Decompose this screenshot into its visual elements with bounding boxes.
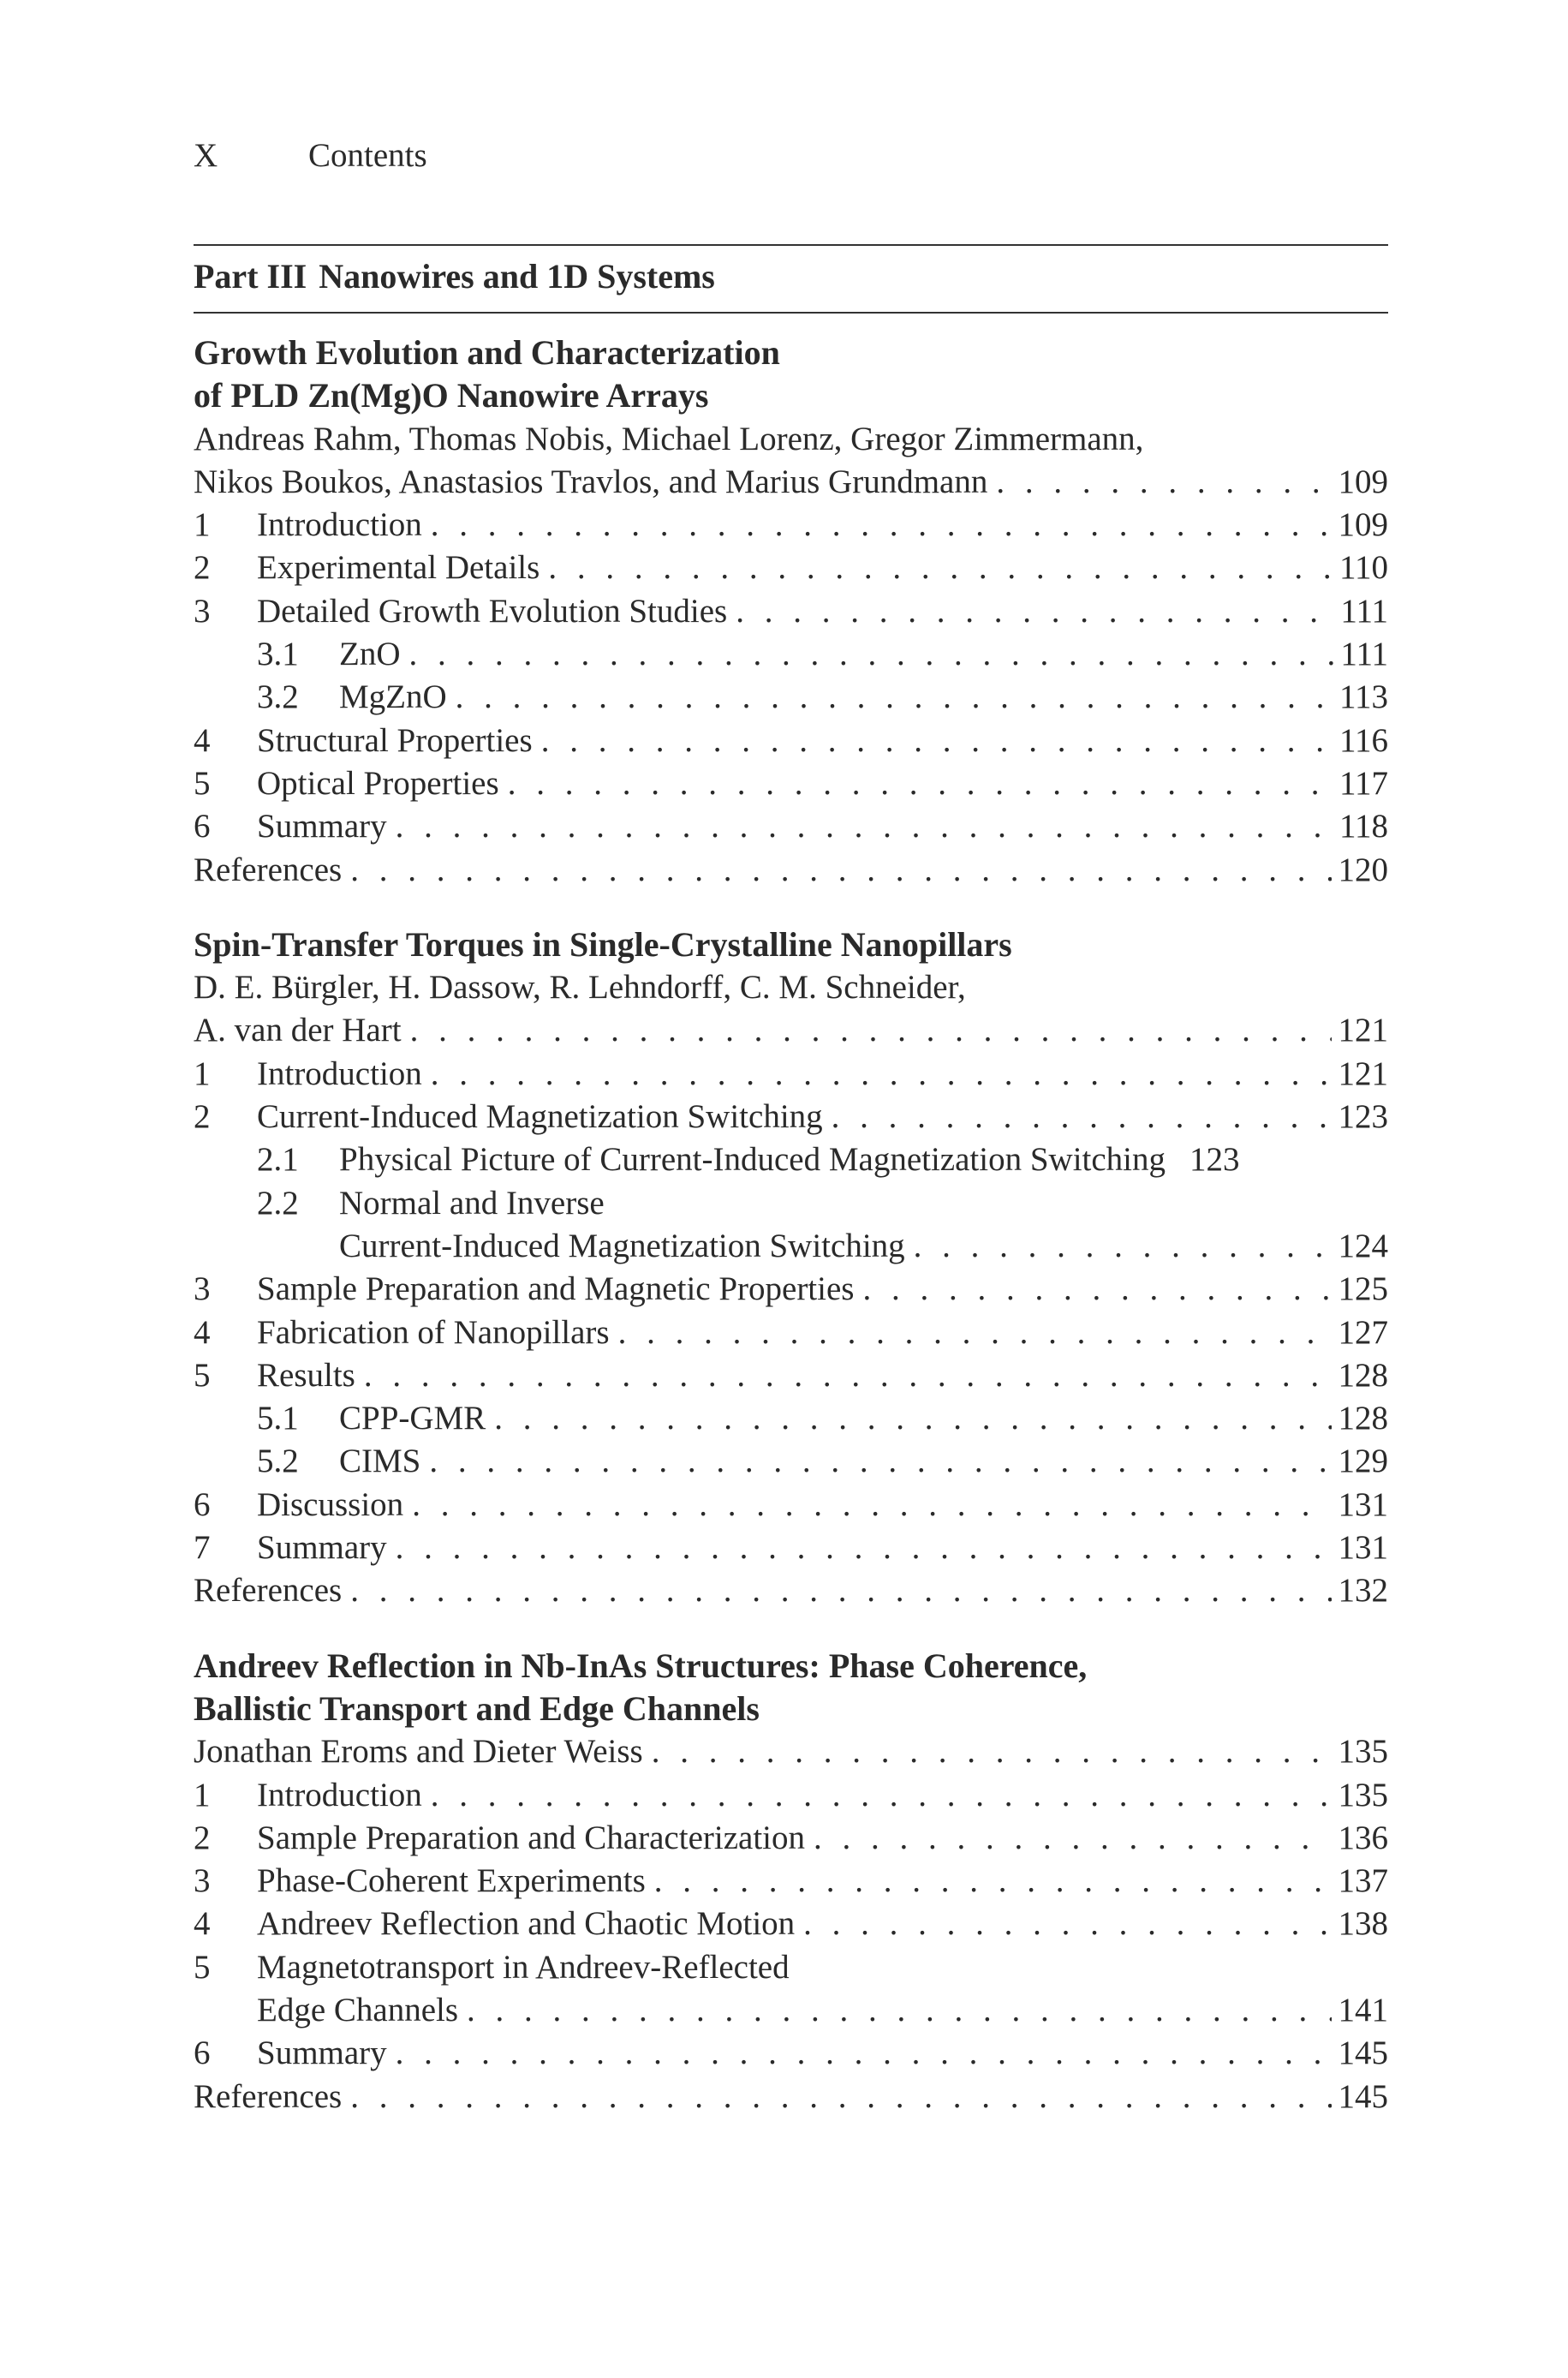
entry-page: 131 [1338, 1485, 1388, 1523]
entry-page: 111 [1340, 636, 1388, 673]
toc-entry[interactable] [194, 1354, 1388, 1397]
entry-title: Summary [257, 808, 387, 845]
toc-entry[interactable] [194, 720, 1388, 762]
entry-number: 3.1 [257, 636, 299, 673]
toc-entry-continued[interactable] [194, 1989, 1388, 2032]
dot-leader [862, 1268, 1331, 1311]
entry-title: Detailed Growth Evolution Studies [257, 592, 728, 630]
dot-leader [429, 1440, 1331, 1483]
entry-title: Summary [257, 1529, 387, 1567]
entry-number: 3 [194, 1862, 211, 1900]
dot-leader [396, 2032, 1332, 2075]
entry-page: 137 [1338, 1862, 1388, 1900]
author-names: D. E. Bürgler, H. Dassow, R. Lehndorff, C. M. Schneider, [194, 969, 966, 1007]
entry-page: 141 [1338, 1991, 1388, 2028]
entry-title: Current-Induced Magnetization Switching [339, 1227, 905, 1264]
toc-subentry[interactable] [194, 1440, 1388, 1483]
part-heading [194, 254, 715, 300]
dot-leader [654, 1860, 1332, 1903]
chapter-authors[interactable] [194, 461, 1388, 504]
entry-page: 138 [1338, 1905, 1388, 1943]
toc-entry[interactable] [194, 805, 1388, 848]
entry-number: 4 [194, 1313, 211, 1351]
dot-leader [350, 2076, 1331, 2118]
chapter-authors[interactable] [194, 1730, 1388, 1773]
entry-number: 1 [194, 1776, 211, 1813]
entry-number: 3.2 [257, 678, 299, 716]
author-names: Jonathan Eroms and Dieter Weiss [194, 1733, 643, 1771]
entry-number: 5 [194, 764, 211, 802]
chapter-title[interactable] [194, 332, 1388, 418]
entry-title: CIMS [339, 1443, 421, 1480]
toc-entry[interactable] [194, 762, 1388, 805]
toc-entry[interactable] [194, 2032, 1388, 2075]
entry-title: References [194, 1572, 343, 1610]
entry-title: Physical Picture of Current-Induced Magnetization Switching [339, 1141, 1166, 1179]
entry-title: Discussion [257, 1485, 404, 1523]
dot-leader [814, 1817, 1332, 1860]
entry-title: Summary [257, 2034, 387, 2072]
toc-entry[interactable] [194, 1774, 1388, 1817]
chapter-title-line: Spin-Transfer Torques in Single-Crystalline Nanopillars [194, 924, 1012, 964]
chapter-title-line: Andreev Reflection in Nb-InAs Structures: Phase Coherence, [194, 1646, 1088, 1685]
toc-subentry[interactable] [194, 1138, 1388, 1181]
chapter-title-line: of PLD Zn(Mg)O Nanowire Arrays [194, 376, 709, 415]
running-head [194, 134, 427, 178]
dot-leader [350, 849, 1331, 892]
toc-entry[interactable] [194, 1268, 1388, 1311]
entry-page: 145 [1338, 2034, 1388, 2072]
entry-page: 131 [1338, 1529, 1388, 1567]
entry-title: Andreev Reflection and Chaotic Motion [257, 1905, 796, 1943]
dot-leader [467, 1989, 1331, 2032]
dot-leader [410, 1009, 1332, 1052]
entry-title: Results [257, 1356, 355, 1394]
entry-number: 2 [194, 1098, 211, 1136]
chapter-title-line: Ballistic Transport and Edge Channels [194, 1688, 760, 1728]
author-names: Andreas Rahm, Thomas Nobis, Michael Lorenz, Gregor Zimmermann, [194, 420, 1144, 457]
entry-title: Experimental Details [257, 549, 540, 587]
toc-entry[interactable] [194, 1484, 1388, 1527]
part-rule-top [194, 244, 1388, 246]
toc-entry[interactable] [194, 1096, 1388, 1138]
toc-entry[interactable] [194, 1311, 1388, 1354]
dot-leader [803, 1903, 1331, 1945]
toc-entry[interactable] [194, 1903, 1388, 1945]
entry-page: 128 [1338, 1400, 1388, 1437]
dot-leader [409, 633, 1334, 676]
dot-leader [548, 547, 1333, 589]
part-title: Nanowires and 1D Systems [319, 257, 715, 296]
entry-number: 7 [194, 1529, 211, 1567]
entry-title: Magnetotransport in Andreev-Reflected [257, 1948, 790, 1986]
entry-number: 3 [194, 592, 211, 630]
entry-title: Fabrication of Nanopillars [257, 1313, 610, 1351]
entry-page: 121 [1338, 1055, 1388, 1092]
dot-leader [494, 1397, 1331, 1440]
references-entry[interactable] [194, 849, 1388, 892]
dot-leader [431, 504, 1332, 547]
chapter-title[interactable] [194, 923, 1388, 966]
toc-entry[interactable] [194, 590, 1388, 633]
entry-title: References [194, 2077, 343, 2115]
entry-page: 127 [1338, 1313, 1388, 1351]
entry-number: 4 [194, 1905, 211, 1943]
entry-number: 6 [194, 2034, 211, 2072]
entry-page: 124 [1338, 1227, 1388, 1264]
toc-subentry[interactable] [194, 633, 1388, 676]
dot-leader [996, 461, 1331, 504]
entry-title: ZnO [339, 636, 401, 673]
entry-page: 113 [1338, 678, 1388, 716]
dot-leader [364, 1354, 1332, 1397]
chapter-authors [194, 418, 1388, 461]
chapter-title[interactable] [194, 1645, 1388, 1731]
dot-leader [541, 720, 1333, 762]
toc-subentry[interactable] [194, 1397, 1388, 1440]
entry-title: Introduction [257, 506, 422, 544]
toc-entry[interactable] [194, 1053, 1388, 1096]
entry-number: 6 [194, 808, 211, 845]
toc-entry[interactable] [194, 504, 1388, 547]
entry-page: 117 [1338, 764, 1388, 802]
toc-entry[interactable] [194, 1817, 1388, 1860]
toc-entry[interactable] [194, 1946, 1388, 1989]
entry-page: 116 [1338, 721, 1388, 759]
toc-entry[interactable] [194, 1182, 1388, 1225]
toc-entry[interactable] [194, 1527, 1388, 1569]
dot-leader [431, 1053, 1332, 1096]
entry-number: 5 [194, 1948, 211, 1986]
entry-number: 5.2 [257, 1443, 299, 1480]
entry-page: 136 [1338, 1819, 1388, 1856]
entry-page: 128 [1338, 1356, 1388, 1394]
entry-title: Phase-Coherent Experiments [257, 1862, 646, 1900]
entry-number: 2 [194, 1819, 211, 1856]
entry-page: 111 [1340, 592, 1388, 630]
page-number: X [194, 137, 218, 174]
entry-page: 135 [1338, 1776, 1388, 1813]
chapter-entry [194, 332, 1388, 892]
toc-entry[interactable] [194, 1860, 1388, 1903]
entry-number: 2.1 [257, 1141, 299, 1179]
entry-title: Edge Channels [257, 1991, 459, 2028]
dot-leader [508, 762, 1333, 805]
dot-leader [350, 1569, 1331, 1612]
entry-number: 5 [194, 1356, 211, 1394]
entry-page: 123 [1189, 1141, 1240, 1179]
part-label: Part III [194, 257, 307, 296]
entry-page: 145 [1338, 2077, 1388, 2115]
entry-page: 125 [1338, 1270, 1388, 1308]
author-names: Nikos Boukos, Anastasios Travlos, and Marius Grundmann [194, 463, 988, 500]
toc-entry-continued[interactable] [194, 1225, 1388, 1268]
entry-title: Normal and Inverse [339, 1184, 605, 1222]
entry-page: 129 [1338, 1443, 1388, 1480]
part-rule-bottom [194, 312, 1388, 314]
entry-number: 1 [194, 1055, 211, 1092]
entry-title: MgZnO [339, 678, 447, 716]
entry-number: 5.1 [257, 1400, 299, 1437]
dot-leader [396, 1527, 1332, 1569]
entry-page: 120 [1338, 851, 1388, 888]
entry-number: 2.2 [257, 1184, 299, 1222]
entry-page: 109 [1338, 463, 1388, 500]
dot-leader [618, 1311, 1332, 1354]
entry-number: 6 [194, 1485, 211, 1523]
running-title: Contents [308, 137, 427, 174]
entry-page: 110 [1338, 549, 1388, 587]
chapter-authors[interactable] [194, 1009, 1388, 1052]
dot-leader [914, 1225, 1332, 1268]
entry-title: Current-Induced Magnetization Switching [257, 1098, 823, 1136]
entry-title: Introduction [257, 1055, 422, 1092]
toc-subentry[interactable] [194, 676, 1388, 719]
dot-leader [652, 1730, 1332, 1773]
entry-title: Optical Properties [257, 764, 499, 802]
entry-page: 123 [1338, 1098, 1388, 1136]
entry-title: Sample Preparation and Magnetic Properties [257, 1270, 855, 1308]
entry-page: 132 [1338, 1572, 1388, 1610]
chapter-authors [194, 966, 1388, 1009]
references-entry[interactable] [194, 1569, 1388, 1612]
entry-number: 1 [194, 506, 211, 544]
entry-page: 121 [1338, 1012, 1388, 1049]
entry-title: CPP-GMR [339, 1400, 486, 1437]
dot-leader [456, 676, 1333, 719]
entry-title: Structural Properties [257, 721, 533, 759]
entry-title: Introduction [257, 1776, 422, 1813]
references-entry[interactable] [194, 2076, 1388, 2118]
chapter-title-line: Growth Evolution and Characterization [194, 333, 780, 372]
entry-title: Sample Preparation and Characterization [257, 1819, 805, 1856]
chapter-entry [194, 923, 1388, 1613]
entry-page: 118 [1338, 808, 1388, 845]
entry-title: References [194, 851, 343, 888]
entry-page: 135 [1338, 1733, 1388, 1771]
dot-leader [832, 1096, 1332, 1138]
entry-number: 3 [194, 1270, 211, 1308]
dot-leader [736, 590, 1333, 633]
dot-leader [396, 805, 1333, 848]
dot-leader [431, 1774, 1332, 1817]
entry-number: 2 [194, 549, 211, 587]
dot-leader [412, 1484, 1331, 1527]
author-names: A. van der Hart [194, 1012, 402, 1049]
entry-number: 4 [194, 721, 211, 759]
chapter-entry [194, 1645, 1388, 2118]
toc-entry[interactable] [194, 547, 1388, 589]
entry-page: 109 [1338, 506, 1388, 544]
table-of-contents [194, 332, 1388, 2150]
